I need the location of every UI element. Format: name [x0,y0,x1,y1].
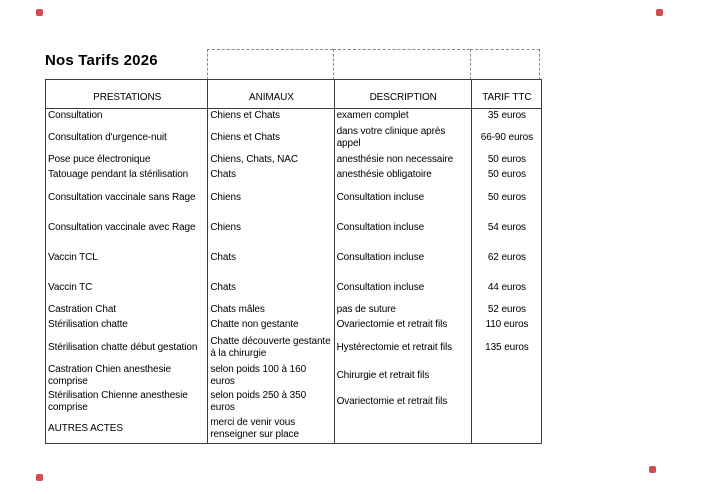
table-row [46,415,542,444]
cell-description: Consultation incluse [334,243,471,273]
header-prestations: PRESTATIONS [46,80,208,109]
table-row [46,333,542,363]
cell-description: anesthésie obligatoire [334,168,471,183]
cell-prestation: Vaccin TC [46,273,208,303]
page-title: Nos Tarifs 2026 [45,52,158,69]
header-tarif-ttc: TARIF TTC [471,80,541,109]
cell-tarif: 52 euros [471,303,541,318]
cell-prestation: Stérilisation chatte [46,318,208,333]
cell-description: anesthésie non necessaire [334,153,471,168]
table-row [46,273,542,303]
corner-mark [656,9,663,16]
empty-cell [207,49,333,80]
cell-prestation: Stérilisation Chienne anesthesie comprise [46,389,208,415]
header-description: DESCRIPTION [334,80,471,109]
cell-animaux: selon poids 250 à 350 euros [208,389,334,415]
cell-tarif: 110 euros [471,318,541,333]
table-row [46,123,542,153]
cell-description: Ovariectomie et retrait fils [334,318,471,333]
cell-description [334,415,471,444]
cell-tarif: 135 euros [471,333,541,363]
table-body [46,109,542,444]
table-row [46,213,542,243]
corner-mark [36,9,43,16]
cell-animaux: Chiens [208,183,334,213]
cell-prestation: Stérilisation chatte début gestation [46,333,208,363]
cell-tarif: 66-90 euros [471,123,541,153]
empty-cell [333,49,470,80]
cell-animaux: Chats mâles [208,303,334,318]
cell-description: Chirurgie et retrait fils [334,363,471,389]
table-row [46,363,542,389]
tarifs-table [45,79,542,444]
cell-description: Consultation incluse [334,183,471,213]
cell-tarif: 50 euros [471,183,541,213]
cell-animaux: Chats [208,273,334,303]
cell-tarif: 50 euros [471,168,541,183]
empty-cell [470,49,540,80]
cell-animaux: Chiens et Chats [208,123,334,153]
table-row [46,303,542,318]
cell-description: Ovariectomie et retrait fils [334,389,471,415]
cell-prestation: Consultation vaccinale sans Rage [46,183,208,213]
cell-prestation: Consultation vaccinale avec Rage [46,213,208,243]
cell-tarif: 62 euros [471,243,541,273]
cell-description: dans votre clinique après appel [334,123,471,153]
table-row [46,318,542,333]
cell-description: pas de suture [334,303,471,318]
table-row [46,389,542,415]
cell-animaux: Chats [208,243,334,273]
cell-prestation: Castration Chat [46,303,208,318]
cell-animaux: selon poids 100 à 160 euros [208,363,334,389]
cell-animaux: Chatte non gestante [208,318,334,333]
cell-animaux: Chiens et Chats [208,109,334,123]
cell-animaux: Chiens, Chats, NAC [208,153,334,168]
table-header-row [46,80,542,109]
cell-prestation: AUTRES ACTES [46,415,208,444]
cell-prestation: Consultation [46,109,208,123]
cell-animaux: Chatte découverte gestante à la chirurgie [208,333,334,363]
cell-description: Hystérectomie et retrait fils [334,333,471,363]
cell-animaux: Chiens [208,213,334,243]
cell-tarif [471,389,541,415]
table-row [46,183,542,213]
cell-tarif: 35 euros [471,109,541,123]
cell-tarif: 50 euros [471,153,541,168]
cell-animaux: Chats [208,168,334,183]
table-row [46,168,542,183]
header-animaux: ANIMAUX [208,80,334,109]
cell-prestation: Pose puce électronique [46,153,208,168]
cell-animaux: merci de venir vous renseigner sur place [208,415,334,444]
cell-tarif [471,415,541,444]
table-row [46,153,542,168]
cell-tarif: 44 euros [471,273,541,303]
cell-description: examen complet [334,109,471,123]
cell-description: Consultation incluse [334,213,471,243]
cell-prestation: Castration Chien anesthesie comprise [46,363,208,389]
corner-mark [36,474,43,481]
cell-prestation: Consultation d'urgence-nuit [46,123,208,153]
cell-prestation: Tatouage pendant la stérilisation [46,168,208,183]
cell-tarif [471,363,541,389]
corner-mark [649,466,656,473]
table-row [46,243,542,273]
cell-prestation: Vaccin TCL [46,243,208,273]
table-row [46,109,542,123]
empty-cells-row [207,49,540,80]
cell-description: Consultation incluse [334,273,471,303]
cell-tarif: 54 euros [471,213,541,243]
